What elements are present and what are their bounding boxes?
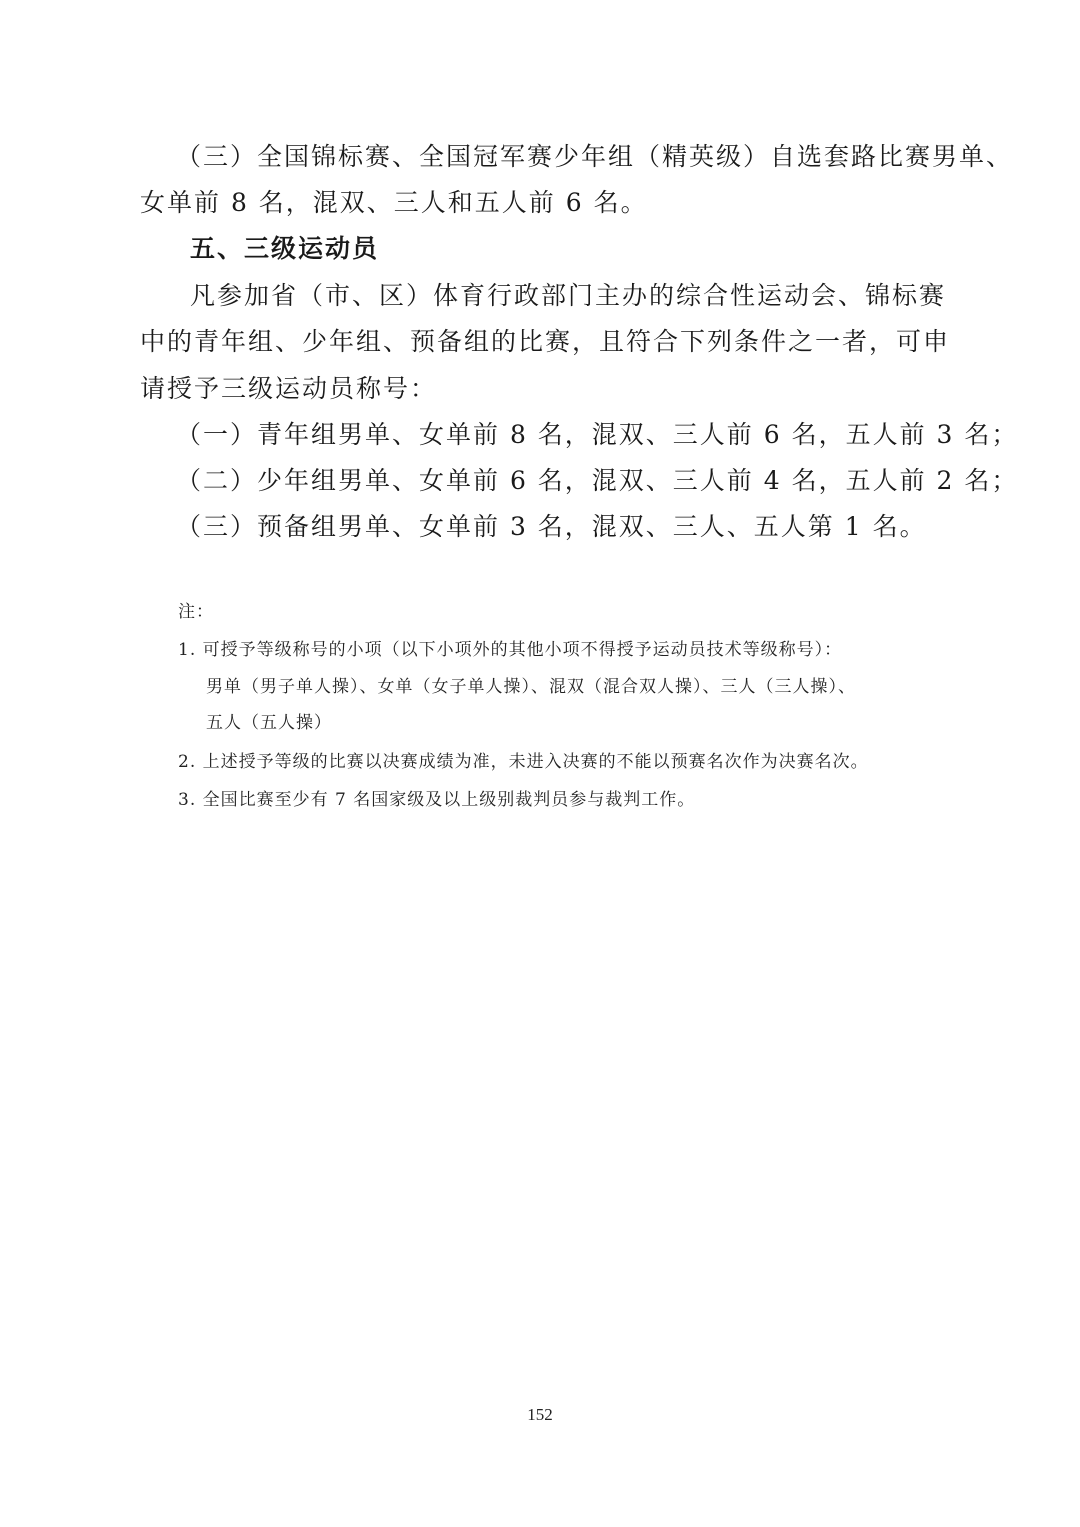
note-3: 3. 全国比赛至少有 7 名国家级及以上级别裁判员参与裁判工作。	[178, 790, 696, 810]
note-1-line-2: 男单（男子单人操）、女单（女子单人操）、混双（混合双人操）、三人（三人操）、	[206, 677, 856, 697]
section-five-intro-line-2: 中的青年组、少年组、预备组的比赛，且符合下列条件之一者，可申	[140, 327, 951, 356]
section-five-heading: 五、三级运动员	[190, 234, 380, 263]
note-1-line-3: 五人（五人操）	[206, 713, 332, 733]
note-1-line-1: 1. 可授予等级称号的小项（以下小项外的其他小项不得授予运动员技术等级称号）：	[178, 640, 843, 660]
section-five-intro-line-1: 凡参加省（市、区）体育行政部门主办的综合性运动会、锦标赛	[190, 281, 947, 310]
criteria-item-3: （三）预备组男单、女单前 3 名，混双、三人、五人第 1 名。	[176, 512, 927, 541]
section-three-line-1: （三）全国锦标赛、全国冠军赛少年组（精英级）自选套路比赛男单、	[176, 142, 1014, 171]
section-three-line-2: 女单前 8 名，混双、三人和五人前 6 名。	[140, 188, 648, 217]
criteria-item-1: （一）青年组男单、女单前 8 名，混双、三人前 6 名，五人前 3 名；	[176, 420, 1019, 449]
notes-title: 注：	[178, 602, 214, 622]
note-2: 2. 上述授予等级的比赛以决赛成绩为准，未进入决赛的不能以预赛名次作为决赛名次。	[178, 752, 869, 772]
section-five-intro-line-3: 请授予三级运动员称号：	[140, 374, 438, 403]
page-number: 152	[527, 1405, 553, 1424]
criteria-item-2: （二）少年组男单、女单前 6 名，混双、三人前 4 名，五人前 2 名；	[176, 466, 1019, 495]
